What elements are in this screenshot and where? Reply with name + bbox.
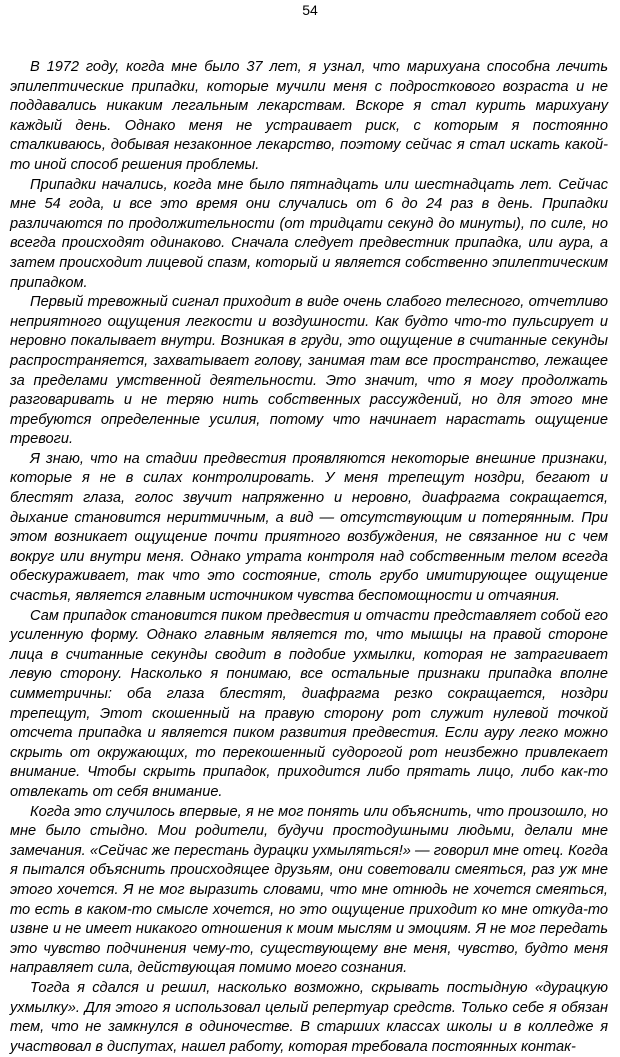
paragraph: Я знаю, что на стадии предвестия проявляются некоторые внешние признаки, которые я не в силах контролировать. У меня трепещут ноздри, бегают и блестят глаза, голос звучит напряженно и неровно, диафрагма сокращается, дыхание становится неритмичным, а вид — отсутствующим и потерянным. При этом возникает ощущение почти приятного возбуждения, не связанное ни с чем вокруг или внутри меня. Однако утрата контроля над собственным телом всегда обескураживает, так что это состояние, столь грубо имитирующее ощущение счастья, является главным источником чувства беспомощности и отчаяния.: [10, 450, 608, 605]
paragraph: Сам припадок становится пиком предвестия и отчасти представляет собой его усиленную форму. Однако главным является то, что мышцы на правой стороне лица в считанные секунды сводит в подобие ухмылки, которая не затрагивает левую сторону. Насколько я понимаю, все остальные признаки припадка вполне симметричны: оба глаза блестят, диафрагма резко сокращается, ноздри трепещут, Этот скошенный на правую сторону рот служит нулевой точкой отсчета припадка и является пиком развития предвестия. Если ауру легко можно скрыть от окружающих, то перекошенный судорогой рот неизбежно привлекает внимание. Чтобы скрыть припадок, приходится либо прятать лицо, либо как-то отвлекать от себя внимание.: [10, 607, 608, 800]
page-number: 54: [302, 2, 318, 18]
paragraph: Первый тревожный сигнал приходит в виде очень слабого телесного, отчетливо неприятного ощущения легкости и воздушности. Как будто что-то пульсирует и неровно покалывает внутри. Возникая в груди, это ощущение в считанные секунды распространяется, захватывает голову, занимая там все пространство, лежащее за пределами умственной деятельности. Это значит, что я могу продолжать разговаривать и не теряю нить собственных рассуждений, но для этого мне требуются определенные усилия, потому что начинает нарастать ощущение тревоги.: [10, 294, 608, 448]
paragraph: Припадки начались, когда мне было пятнадцать или шестнадцать лет. Сейчас мне 54 года, и все это время они случались от 6 до 24 раз в день. Припадки различаются по продолжительности (от тридцати секунд до минуты), по силе, но всегда происходят одинаково. Сначала следует предвестник припадка, или аура, а затем происходит лицевой спазм, который и является собственно эпилептическим припадком.: [10, 176, 608, 291]
page-text: [10, 58, 608, 1057]
paragraph: Тогда я сдался и решил, насколько возможно, скрывать постыдную «дурацкую ухмылку». Для этого я использовал целый репертуар средств. Только себе я обязан тем, что не замкнулся в одиночестве. В старших классах школы и в колледже я участвовал в диспутах, нашел работу, которая требовала постоянных контак-: [10, 979, 608, 1055]
paragraph: Когда это случилось впервые, я не мог понять или объяснить, что произошло, но мне было стыдно. Мои родители, будучи простодушными людьми, делали мне замечания. «Сейчас же перестань дурацки ухмыляться!» — говорил мне отец. Когда я пытался объяснить происходящее друзьям, они советовали смеяться, раз уж мне этого хочется. Я не мог выразить словами, что мне отнюдь не хочется смеяться, то есть в каком-то смысле хочется, но это ощущение приходит ко мне откуда-то извне и не имеет никакого отношения к моим мыслям и эмоциям. Я не мог передать это чувство подчинения чему-то, существующему вне меня, чувство, будто меня направляет сила, действующая помимо моего сознания.: [10, 803, 608, 977]
paragraph: В 1972 году, когда мне было 37 лет, я узнал, что марихуана способна лечить эпилептические припадки, которые мучили меня с подросткового возраста и не поддавались никаким легальным лекарствам. Вскоре я стал курить марихуану каждый день. Однако меня не устраивает риск, с которым я постоянно сталкиваюсь, добывая незаконное лекарство, поэтому сейчас я стал искать какой-то иной способ решения проблемы.: [10, 59, 608, 173]
